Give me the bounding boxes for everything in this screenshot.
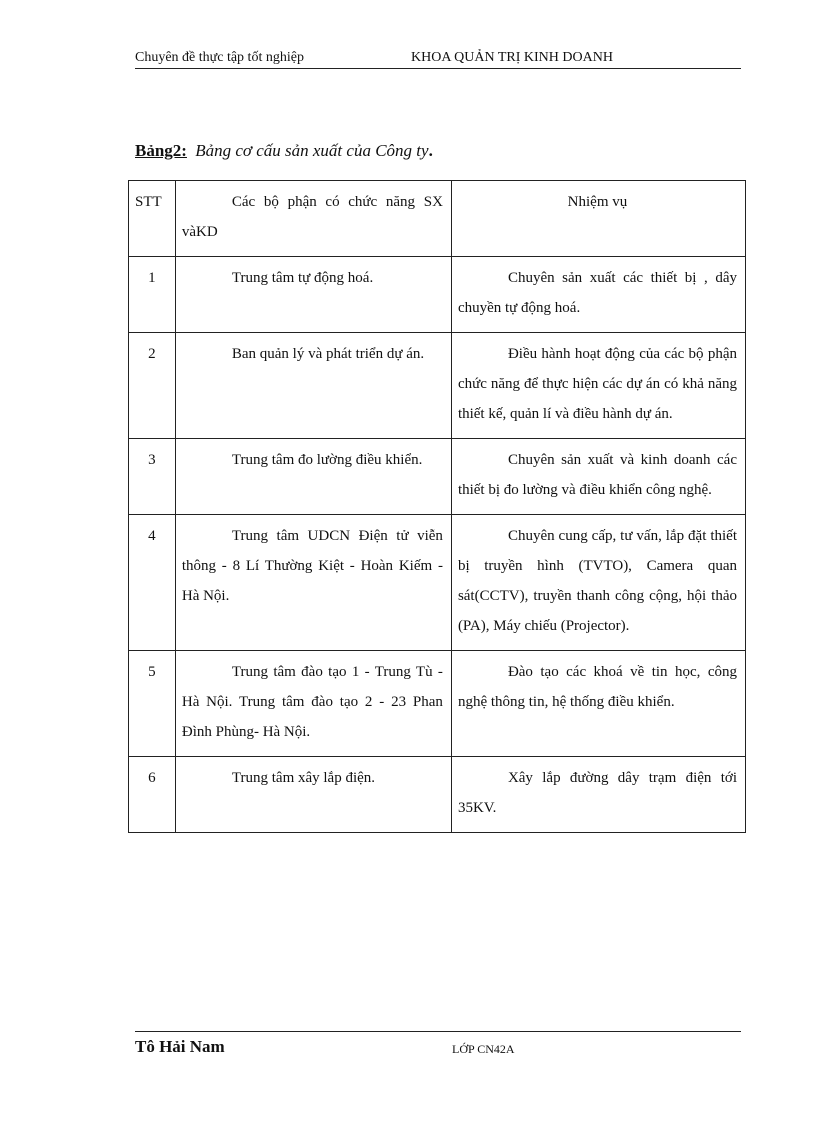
row-task: Chuyên cung cấp, tư vấn, lắp đặt thiết bị truyền hình (TVTO), Camera quan sát(CCTV), truyền thanh công cộng, hội thảo (PA), Máy chiếu (Projector). <box>457 528 737 634</box>
table-row <box>129 439 746 515</box>
stt-cell <box>129 257 176 333</box>
stt-cell <box>129 515 176 651</box>
header-cell-task <box>451 181 745 257</box>
task-cell <box>451 333 745 439</box>
unit-cell <box>175 333 451 439</box>
row-task: Chuyên sản xuất và kinh doanh các thiết bị đo lường và điều khiển công nghệ. <box>457 452 737 498</box>
caption-title: Bảng cơ cấu sản xuất của Công ty <box>195 141 429 160</box>
table-row <box>129 333 746 439</box>
row-task: Đào tạo các khoá về tin học, công nghệ thông tin, hệ thống điều khiển. <box>457 664 737 710</box>
task-cell <box>451 439 745 515</box>
production-structure-table <box>128 180 746 833</box>
header-cell-stt <box>129 181 176 257</box>
row-stt: 2 <box>148 346 156 362</box>
stt-cell <box>129 757 176 833</box>
row-unit: Trung tâm xây lắp điện. <box>231 770 376 786</box>
row-unit: Trung tâm tự động hoá. <box>231 270 374 286</box>
header-cell-unit <box>175 181 451 257</box>
unit-cell <box>175 515 451 651</box>
table-header-row <box>129 181 746 257</box>
row-unit: Trung tâm UDCN Điện tử viễn thông - 8 Lí Thường Kiệt - Hoàn Kiếm - Hà Nội. <box>181 528 443 604</box>
row-unit: Trung tâm đào tạo 1 - Trung Tù - Hà Nội. Trung tâm đào tạo 2 - 23 Phan Đình Phùng- Hà Nội. <box>181 664 443 740</box>
row-stt: 4 <box>148 528 156 544</box>
unit-cell <box>175 651 451 757</box>
caption-dot: . <box>428 141 433 160</box>
header-unit: Các bộ phận có chức năng SX vàKD <box>181 194 443 240</box>
footer-author: Tô Hải Nam <box>135 1037 225 1056</box>
task-cell <box>451 651 745 757</box>
table-caption <box>135 141 433 161</box>
row-stt: 6 <box>148 770 156 786</box>
page-header <box>135 50 741 69</box>
caption-label: Bảng2: <box>135 141 187 160</box>
row-stt: 1 <box>148 270 156 286</box>
unit-cell <box>175 257 451 333</box>
task-cell <box>451 515 745 651</box>
header-stt: STT <box>135 194 162 210</box>
footer-divider <box>135 1031 741 1032</box>
table-row <box>129 757 746 833</box>
row-unit: Trung tâm đo lường điều khiển. <box>231 452 423 468</box>
table-row <box>129 651 746 757</box>
row-task: Chuyên sản xuất các thiết bị , dây chuyền tự động hoá. <box>457 270 737 316</box>
header-task: Nhiệm vụ <box>567 194 628 210</box>
task-cell <box>451 257 745 333</box>
row-unit: Ban quản lý và phát triển dự án. <box>231 346 425 362</box>
table-row <box>129 515 746 651</box>
footer-class: LỚP CN42A <box>452 1042 515 1056</box>
unit-cell <box>175 439 451 515</box>
header-faculty: KHOA QUẢN TRỊ KINH DOANH <box>411 50 613 65</box>
stt-cell <box>129 333 176 439</box>
row-stt: 3 <box>148 452 156 468</box>
row-task: Điều hành hoạt động của các bộ phận chức năng để thực hiện các dự án có khả năng thiết kế, quản lí và điều hành dự án. <box>457 346 737 422</box>
stt-cell <box>129 651 176 757</box>
unit-cell <box>175 757 451 833</box>
row-stt: 5 <box>148 664 156 680</box>
task-cell <box>451 757 745 833</box>
row-task: Xây lắp đường dây trạm điện tới 35KV. <box>457 770 737 816</box>
table-row <box>129 257 746 333</box>
header-topic: Chuyên đề thực tập tốt nghiệp <box>135 50 304 65</box>
stt-cell <box>129 439 176 515</box>
